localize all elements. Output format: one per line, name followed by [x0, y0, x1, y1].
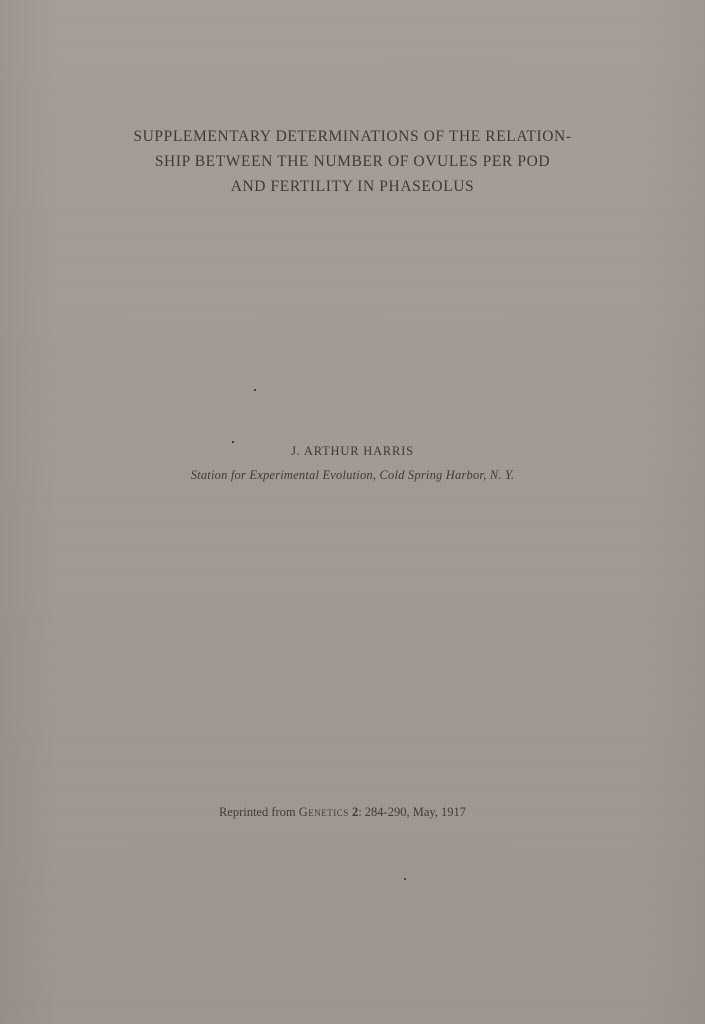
paper-speck	[232, 441, 234, 443]
reprint-notice	[0, 805, 685, 820]
author-name: J. ARTHUR HARRIS	[291, 444, 414, 458]
reprint-prefix: Reprinted from	[218, 805, 299, 819]
title-line-1: SUPPLEMENTARY DETERMINATIONS OF THE RELATION-	[133, 128, 572, 145]
paper-speck	[254, 389, 256, 391]
journal-volume: 2	[351, 805, 359, 819]
journal-pages-date: : 284-290, May, 1917	[358, 805, 467, 819]
title-line-3: AND FERTILITY IN PHASEOLUS	[230, 178, 475, 195]
title-line-2: SHIP BETWEEN THE NUMBER OF OVULES PER POD	[154, 153, 551, 170]
author-affiliation: Station for Experimental Evolution, Cold Spring Harbor, N. Y.	[190, 468, 515, 482]
journal-name: Genetics	[298, 805, 349, 819]
article-title	[60, 124, 645, 199]
paper-speck	[404, 878, 406, 880]
